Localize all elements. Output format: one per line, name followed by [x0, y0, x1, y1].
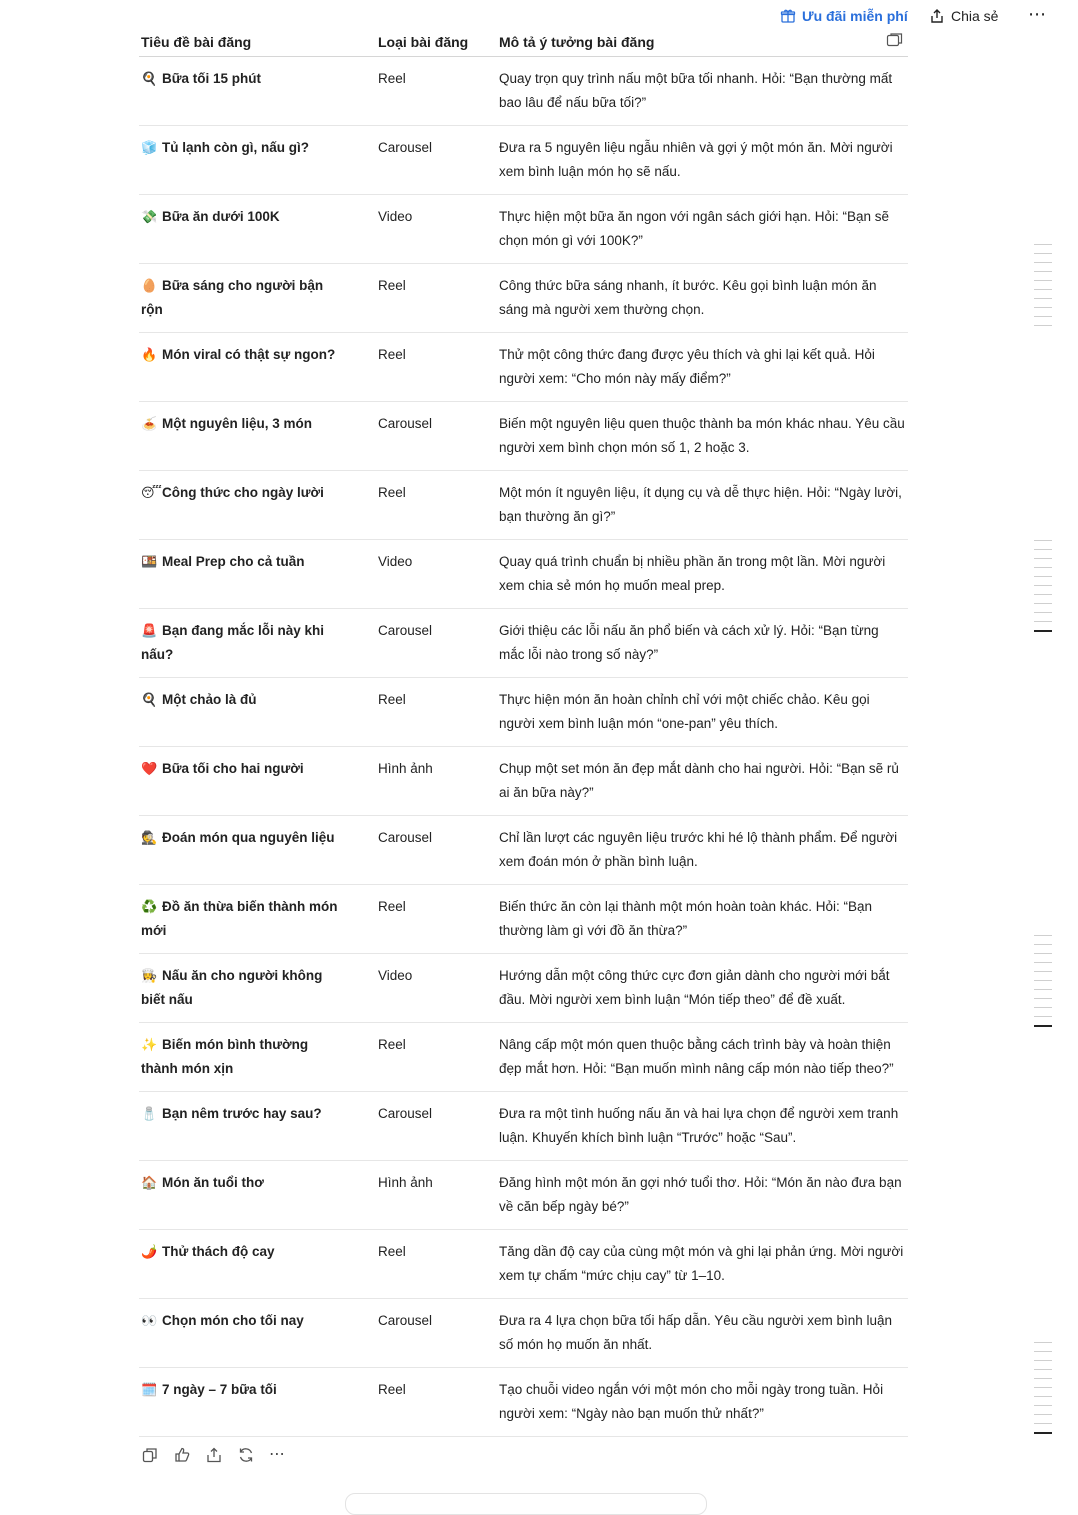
post-emoji-icon: 👀: [141, 1313, 158, 1328]
post-emoji-icon: 🧊: [141, 140, 158, 155]
post-description-cell: Giới thiệu các lỗi nấu ăn phổ biến và cách xử lý. Hỏi: “Bạn từng mắc lỗi nào trong số này?”: [497, 609, 908, 678]
post-type-cell: Reel: [358, 471, 497, 540]
post-title: Một chảo là đủ: [162, 692, 257, 707]
post-ideas-table: [139, 28, 908, 1437]
post-description-cell: Thử một công thức đang được yêu thích và ghi lại kết quả. Hỏi người xem: “Cho món này mấy điểm?”: [497, 333, 908, 402]
table-row: [139, 540, 908, 609]
post-type-cell: Video: [358, 954, 497, 1023]
post-emoji-icon: 🍳: [141, 692, 158, 707]
scroll-marker: [1034, 1342, 1052, 1343]
regenerate-icon[interactable]: [237, 1446, 255, 1464]
more-icon[interactable]: ⋯: [1028, 4, 1047, 24]
post-title-cell: [139, 195, 358, 264]
post-title: Bữa sáng cho người bận rộn: [141, 278, 324, 317]
post-description-cell: Biến một nguyên liệu quen thuộc thành ba món khác nhau. Yêu cầu người xem bình chọn món số 1, 2 hoặc 3.: [497, 402, 908, 471]
post-description-cell: Tăng dần độ cay của cùng một món và ghi lại phản ứng. Mời người xem tự chấm “mức chịu cay” từ 1–10.: [497, 1230, 908, 1299]
scroll-marker: [1034, 1414, 1052, 1415]
post-title: Một nguyên liệu, 3 món: [162, 416, 313, 431]
copy-icon[interactable]: [141, 1446, 159, 1464]
post-title-cell: [139, 57, 358, 126]
post-description-cell: Thực hiện một bữa ăn ngon với ngân sách giới hạn. Hỏi: “Bạn sẽ chọn món gì với 100K?”: [497, 195, 908, 264]
scroll-marker: [1034, 289, 1052, 290]
scroll-marker: [1034, 612, 1052, 613]
scroll-marker: [1034, 953, 1052, 954]
scroll-marker: [1034, 1432, 1052, 1434]
post-title-cell: [139, 264, 358, 333]
post-title-cell: [139, 1023, 358, 1092]
export-icon[interactable]: [205, 1446, 223, 1464]
post-emoji-icon: 💸: [141, 209, 158, 224]
post-emoji-icon: ✨: [141, 1037, 158, 1052]
scroll-marker: [1034, 935, 1052, 936]
post-description-cell: Đưa ra 5 nguyên liệu ngẫu nhiên và gợi ý một món ăn. Mời người xem bình luận món họ sẽ nấu.: [497, 126, 908, 195]
scroll-marker: [1034, 1360, 1052, 1361]
scroll-marker: [1034, 298, 1052, 299]
scroll-marker: [1034, 549, 1052, 550]
scroll-marker: [1034, 944, 1052, 945]
more-actions-icon[interactable]: ⋯: [269, 1446, 286, 1463]
post-title: Món ăn tuổi thơ: [162, 1175, 264, 1190]
scroll-marker: [1034, 307, 1052, 308]
post-title-cell: [139, 126, 358, 195]
post-type-cell: Carousel: [358, 816, 497, 885]
post-title-cell: [139, 1092, 358, 1161]
table-row: [139, 816, 908, 885]
post-type-cell: Video: [358, 195, 497, 264]
table-row: [139, 954, 908, 1023]
table-row: [139, 885, 908, 954]
scroll-marker: [1034, 262, 1052, 263]
composer-edge[interactable]: [345, 1493, 707, 1515]
post-title: Nấu ăn cho người không biết nấu: [141, 968, 323, 1007]
post-title-cell: [139, 678, 358, 747]
scroll-marker-group: [1034, 244, 1052, 334]
scroll-marker: [1034, 603, 1052, 604]
post-emoji-icon: 🌶️: [141, 1244, 158, 1259]
column-header-type: Loại bài đăng: [358, 28, 497, 57]
table-row: [139, 402, 908, 471]
post-title: Thử thách độ cay: [162, 1244, 275, 1259]
post-title-cell: [139, 1230, 358, 1299]
table-row: [139, 126, 908, 195]
post-emoji-icon: 🍳: [141, 71, 158, 86]
post-description-cell: Tạo chuỗi video ngắn với một món cho mỗi ngày trong tuần. Hỏi người xem: “Ngày nào bạn muốn thử nhất?”: [497, 1368, 908, 1437]
scroll-marker: [1034, 594, 1052, 595]
scroll-marker: [1034, 1378, 1052, 1379]
post-title-cell: [139, 885, 358, 954]
post-type-cell: Reel: [358, 885, 497, 954]
post-title-cell: [139, 402, 358, 471]
table-row: [139, 471, 908, 540]
post-description-cell: Hướng dẫn một công thức cực đơn giản dành cho người mới bắt đầu. Mời người xem bình luận “Món tiếp theo” để đề xuất.: [497, 954, 908, 1023]
column-header-title: Tiêu đề bài đăng: [139, 28, 358, 57]
post-title-cell: [139, 333, 358, 402]
scroll-marker: [1034, 980, 1052, 981]
post-type-cell: Carousel: [358, 1092, 497, 1161]
scroll-marker: [1034, 998, 1052, 999]
post-description-cell: Quay quá trình chuẩn bị nhiều phần ăn trong một lần. Mời người xem chia sẻ món họ muốn meal prep.: [497, 540, 908, 609]
scroll-marker: [1034, 1025, 1052, 1027]
post-title: 7 ngày – 7 bữa tối: [162, 1382, 277, 1397]
share-button[interactable]: [929, 8, 998, 24]
post-description-cell: Công thức bữa sáng nhanh, ít bước. Kêu gọi bình luận món ăn sáng mà người xem thường chọn.: [497, 264, 908, 333]
post-emoji-icon: 🚨: [141, 623, 158, 638]
post-title-cell: [139, 1368, 358, 1437]
table-row: [139, 264, 908, 333]
free-offer-button[interactable]: [780, 8, 908, 24]
scroll-marker: [1034, 1007, 1052, 1008]
scroll-marker-group: [1034, 1342, 1052, 1442]
table-row: [139, 609, 908, 678]
scroll-marker: [1034, 1351, 1052, 1352]
post-type-cell: Reel: [358, 333, 497, 402]
free-offer-label: Ưu đãi miễn phí: [802, 8, 908, 24]
post-type-cell: Carousel: [358, 402, 497, 471]
scroll-marker: [1034, 1423, 1052, 1424]
post-emoji-icon: 🏠: [141, 1175, 158, 1190]
table-row: [139, 1092, 908, 1161]
scroll-marker: [1034, 1369, 1052, 1370]
post-type-cell: Reel: [358, 678, 497, 747]
post-title: Chọn món cho tối nay: [162, 1313, 304, 1328]
share-label: Chia sẻ: [951, 8, 999, 24]
scroll-marker: [1034, 271, 1052, 272]
post-emoji-icon: 😴: [141, 485, 162, 500]
scroll-marker: [1034, 962, 1052, 963]
table-row: [139, 1230, 908, 1299]
share-icon: [929, 8, 945, 24]
post-ideas-table-container: [139, 28, 908, 1437]
post-title-cell: [139, 816, 358, 885]
scroll-marker-group: [1034, 540, 1052, 640]
scroll-marker: [1034, 558, 1052, 559]
column-header-description: Mô tả ý tưởng bài đăng: [497, 28, 908, 57]
post-type-cell: Reel: [358, 57, 497, 126]
post-description-cell: Đăng hình một món ăn gợi nhớ tuổi thơ. Hỏi: “Món ăn nào đưa bạn về căn bếp ngày bé?”: [497, 1161, 908, 1230]
post-emoji-icon: 🔥: [141, 347, 158, 362]
post-emoji-icon: 🗓️: [141, 1382, 158, 1397]
scroll-marker: [1034, 1396, 1052, 1397]
post-type-cell: Video: [358, 540, 497, 609]
post-title: Món viral có thật sự ngon?: [162, 347, 336, 362]
post-title: Tủ lạnh còn gì, nấu gì?: [162, 140, 309, 155]
scroll-marker-group: [1034, 935, 1052, 1035]
scroll-marker: [1034, 989, 1052, 990]
post-title: Bạn nêm trước hay sau?: [162, 1106, 322, 1121]
top-bar: [0, 6, 1078, 30]
scroll-marker: [1034, 280, 1052, 281]
table-header-row: [139, 28, 908, 57]
post-title: Bữa tối 15 phút: [162, 71, 262, 86]
post-title: Bữa ăn dưới 100K: [162, 209, 280, 224]
post-type-cell: Reel: [358, 1230, 497, 1299]
post-description-cell: Quay trọn quy trình nấu một bữa tối nhanh. Hỏi: “Bạn thường mất bao lâu để nấu bữa tối?”: [497, 57, 908, 126]
gift-icon: [780, 8, 796, 24]
table-row: [139, 678, 908, 747]
scroll-marker: [1034, 585, 1052, 586]
post-type-cell: Carousel: [358, 1299, 497, 1368]
message-actions: [141, 1446, 286, 1464]
scroll-marker: [1034, 567, 1052, 568]
table-row: [139, 1161, 908, 1230]
post-description-cell: Đưa ra 4 lựa chọn bữa tối hấp dẫn. Yêu cầu người xem bình luận số món họ muốn ăn nhất.: [497, 1299, 908, 1368]
post-description-cell: Thực hiện món ăn hoàn chỉnh chỉ với một chiếc chảo. Kêu gọi người xem bình luận món “one-pan” yêu thích.: [497, 678, 908, 747]
post-emoji-icon: 👩‍🍳: [141, 968, 158, 983]
post-title-cell: [139, 1299, 358, 1368]
post-type-cell: Hình ảnh: [358, 1161, 497, 1230]
scroll-marker: [1034, 971, 1052, 972]
post-emoji-icon: ❤️: [141, 761, 158, 776]
table-row: [139, 333, 908, 402]
scroll-marker: [1034, 576, 1052, 577]
post-type-cell: Carousel: [358, 609, 497, 678]
post-description-cell: Chỉ lần lượt các nguyên liệu trước khi hé lộ thành phẩm. Để người xem đoán món ở phần bình luận.: [497, 816, 908, 885]
post-description-cell: Đưa ra một tình huống nấu ăn và hai lựa chọn để người xem tranh luận. Khuyến khích bình luận “Trước” hoặc “Sau”.: [497, 1092, 908, 1161]
post-type-cell: Carousel: [358, 126, 497, 195]
post-description-cell: Chụp một set món ăn đẹp mắt dành cho hai người. Hỏi: “Bạn sẽ rủ ai ăn bữa này?”: [497, 747, 908, 816]
post-emoji-icon: 🍝: [141, 416, 158, 431]
post-title-cell: [139, 609, 358, 678]
table-row: [139, 1023, 908, 1092]
post-emoji-icon: 🧂: [141, 1106, 158, 1121]
post-description-cell: Nâng cấp một món quen thuộc bằng cách trình bày và hoàn thiện đẹp mắt hơn. Hỏi: “Bạn muốn mình nâng cấp món nào tiếp theo?”: [497, 1023, 908, 1092]
feedback-icon[interactable]: [173, 1446, 191, 1464]
scroll-marker: [1034, 1016, 1052, 1017]
post-title: Bạn đang mắc lỗi này khi nấu?: [141, 623, 325, 662]
scroll-marker: [1034, 630, 1052, 632]
post-description-cell: Một món ít nguyên liệu, ít dụng cụ và dễ thực hiện. Hỏi: “Ngày lười, bạn thường ăn gì?”: [497, 471, 908, 540]
post-emoji-icon: 🍱: [141, 554, 158, 569]
post-emoji-icon: 🕵️: [141, 830, 158, 845]
post-title-cell: [139, 747, 358, 816]
scroll-marker: [1034, 621, 1052, 622]
post-description-cell: Biến thức ăn còn lại thành một món hoàn toàn khác. Hỏi: “Bạn thường làm gì với đồ ăn thừa?”: [497, 885, 908, 954]
table-row: [139, 195, 908, 264]
table-row: [139, 57, 908, 126]
post-type-cell: Reel: [358, 264, 497, 333]
scroll-marker: [1034, 316, 1052, 317]
scroll-marker: [1034, 244, 1052, 245]
scroll-marker: [1034, 325, 1052, 326]
post-title: Công thức cho ngày lười: [162, 485, 324, 500]
scroll-marker: [1034, 253, 1052, 254]
scroll-marker: [1034, 540, 1052, 541]
post-emoji-icon: 🥚: [141, 278, 158, 293]
post-title-cell: [139, 954, 358, 1023]
post-type-cell: Reel: [358, 1023, 497, 1092]
table-row: [139, 1368, 908, 1437]
post-title-cell: [139, 1161, 358, 1230]
post-title: Meal Prep cho cả tuần: [162, 554, 305, 569]
post-title: Biến món bình thường thành món xịn: [141, 1037, 309, 1076]
post-emoji-icon: ♻️: [141, 899, 158, 914]
table-row: [139, 1299, 908, 1368]
post-title: Đồ ăn thừa biến thành món mới: [141, 899, 338, 938]
table-row: [139, 747, 908, 816]
scroll-marker: [1034, 1405, 1052, 1406]
post-title-cell: [139, 540, 358, 609]
post-type-cell: Reel: [358, 1368, 497, 1437]
post-title-cell: [139, 471, 358, 540]
post-type-cell: Hình ảnh: [358, 747, 497, 816]
scroll-marker: [1034, 1387, 1052, 1388]
post-title: Đoán món qua nguyên liệu: [162, 830, 335, 845]
post-title: Bữa tối cho hai người: [162, 761, 304, 776]
